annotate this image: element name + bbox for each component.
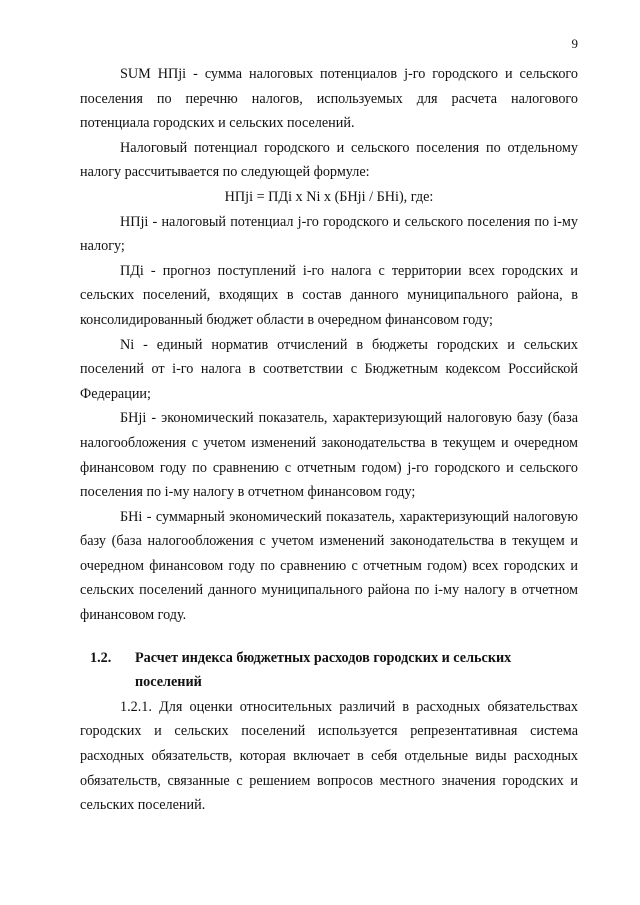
definition-pdi: ПДi - прогноз поступлений i-го налога с территории всех городских и сельских поселений, входящих в состав данного муниципального района, в консолидированный бюджет области в очередном финансовом году;	[80, 262, 578, 328]
document-body	[80, 62, 578, 818]
paragraph-formula-intro: Налоговый потенциал городского и сельского поселения по отдельному налогу рассчитывается по следующей формуле:	[80, 139, 578, 181]
formula: НПji = ПДi x Ni x (БНji / БНi), где:	[224, 188, 434, 205]
paragraph-sum-definition: SUM НПji - сумма налоговых потенциалов j-го городского и сельского поселения по перечню налогов, используемых для расчета налогового потенциала городских и сельских поселений.	[80, 66, 578, 132]
section-paragraph: 1.2.1. Для оценки относительных различий в расходных обязательствах городских и сельских поселений используется репрезентативная система расходных обязательств, которая включает в себя отдельные виды расходных обязательств, связанные с решением вопросов местного значения городских и сельских поселений.	[80, 698, 578, 814]
definition-ni: Ni - единый норматив отчислений в бюджеты городских и сельских поселений от i-го налога в соответствии с Бюджетным кодексом Российской Федерации;	[80, 336, 578, 402]
section-title: Расчет индекса бюджетных расходов городских и сельских поселений	[135, 649, 512, 691]
definition-npji: НПji - налоговый потенциал j-го городского и сельского поселения по i-му налогу;	[80, 213, 578, 255]
page-number: 9	[571, 36, 578, 51]
section-number: 1.2.	[90, 649, 112, 666]
definition-bnji: БНji - экономический показатель, характеризующий налоговую базу (база налогообложения с учетом изменений законодательства в текущем и очередном финансовом году по сравнению с отчетным годом) j-го городского и сельского поселения по i-му налогу в отчетном финансовом году;	[80, 410, 578, 501]
definition-bni: БНi - суммарный экономический показатель, характеризующий налоговую базу (база налогообложения с учетом изменений законодательства в текущем и очередном финансовом году по сравнению с отчетным годом) всех городских и сельских поселений данного муниципального района по i-му налогу в отчетном финансовом году.	[80, 508, 578, 624]
section-heading	[80, 646, 578, 695]
